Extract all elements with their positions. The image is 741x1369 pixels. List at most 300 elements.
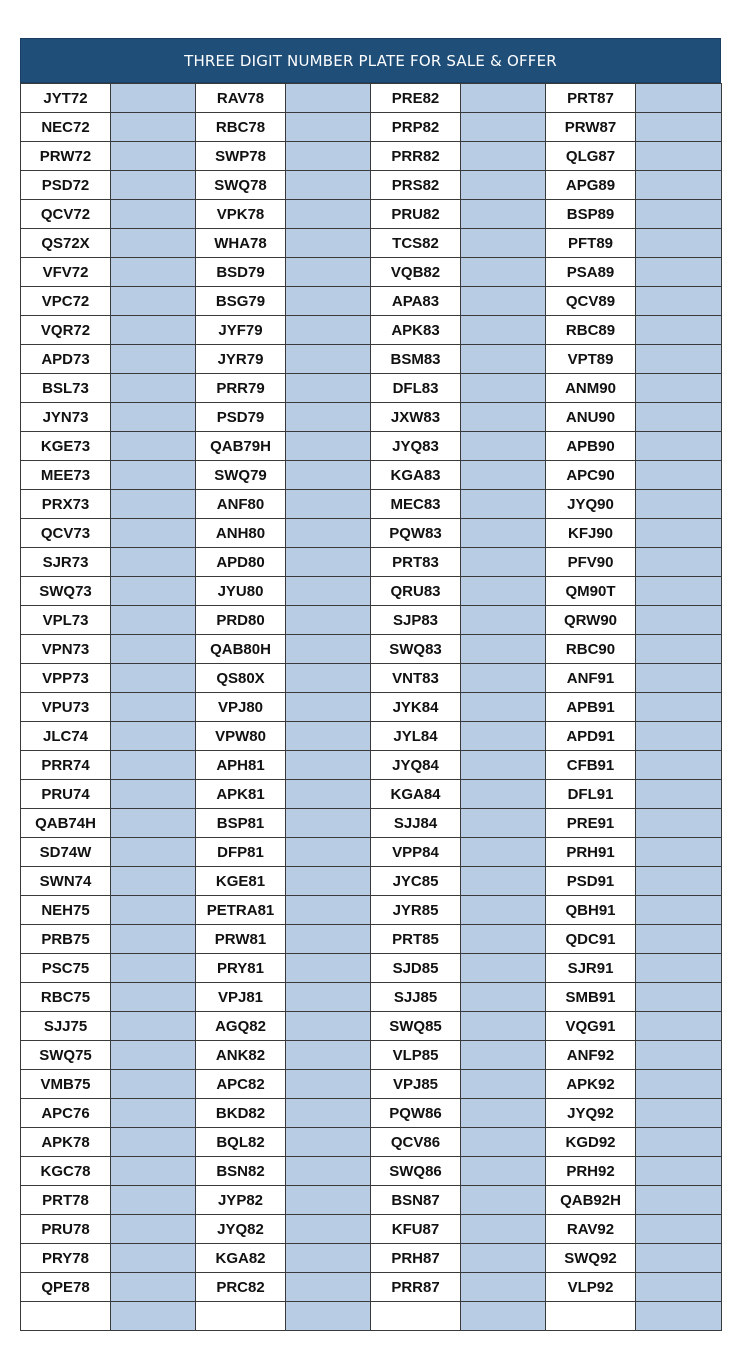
offer-cell[interactable]: [111, 229, 196, 258]
offer-cell[interactable]: [461, 374, 546, 403]
offer-cell[interactable]: [286, 374, 371, 403]
offer-cell[interactable]: [111, 1012, 196, 1041]
plate-cell: PRX73: [21, 490, 111, 519]
offer-cell[interactable]: [111, 432, 196, 461]
offer-cell[interactable]: [461, 896, 546, 925]
plate-cell: VQB82: [371, 258, 461, 287]
offer-cell[interactable]: [461, 1128, 546, 1157]
plate-cell: BSG79: [196, 287, 286, 316]
offer-cell[interactable]: [286, 1157, 371, 1186]
offer-cell[interactable]: [461, 983, 546, 1012]
offer-cell[interactable]: [461, 606, 546, 635]
offer-cell[interactable]: [461, 345, 546, 374]
plate-cell: JYQ92: [546, 1099, 636, 1128]
table-row: [21, 345, 722, 374]
offer-cell[interactable]: [636, 1244, 722, 1273]
table-row: [21, 1186, 722, 1215]
plate-cell: KGA84: [371, 780, 461, 809]
plate-cell: APB90: [546, 432, 636, 461]
plate-cell: PRU82: [371, 200, 461, 229]
plate-cell: PSD72: [21, 171, 111, 200]
number-plate-sheet: [20, 38, 721, 1331]
offer-cell[interactable]: [461, 838, 546, 867]
offer-cell[interactable]: [461, 751, 546, 780]
offer-cell[interactable]: [461, 403, 546, 432]
offer-cell[interactable]: [286, 345, 371, 374]
plate-cell: JYL84: [371, 722, 461, 751]
offer-cell[interactable]: [286, 171, 371, 200]
offer-cell[interactable]: [461, 461, 546, 490]
offer-cell[interactable]: [636, 374, 722, 403]
table-row: [21, 983, 722, 1012]
offer-cell[interactable]: [286, 1012, 371, 1041]
plate-cell: JYN73: [21, 403, 111, 432]
plate-cell: APB91: [546, 693, 636, 722]
offer-cell[interactable]: [636, 432, 722, 461]
offer-cell[interactable]: [461, 1186, 546, 1215]
plate-cell: BSN82: [196, 1157, 286, 1186]
plate-cell: QCV86: [371, 1128, 461, 1157]
plate-cell: PRT83: [371, 548, 461, 577]
offer-cell[interactable]: [461, 519, 546, 548]
offer-cell[interactable]: [636, 780, 722, 809]
plate-cell: QAB80H: [196, 635, 286, 664]
plate-cell: SWQ85: [371, 1012, 461, 1041]
offer-cell[interactable]: [636, 461, 722, 490]
offer-cell[interactable]: [286, 577, 371, 606]
offer-cell[interactable]: [636, 1099, 722, 1128]
offer-cell[interactable]: [636, 1070, 722, 1099]
plate-cell: PRB75: [21, 925, 111, 954]
offer-cell[interactable]: [111, 1302, 196, 1331]
offer-cell[interactable]: [111, 954, 196, 983]
plate-cell: KGC78: [21, 1157, 111, 1186]
offer-cell[interactable]: [636, 548, 722, 577]
offer-cell[interactable]: [636, 1128, 722, 1157]
plate-cell: KGA83: [371, 461, 461, 490]
offer-cell[interactable]: [636, 200, 722, 229]
offer-cell[interactable]: [461, 1273, 546, 1302]
offer-cell[interactable]: [461, 925, 546, 954]
plate-cell: KGE81: [196, 867, 286, 896]
plate-cell: VPU73: [21, 693, 111, 722]
plate-cell: QS80X: [196, 664, 286, 693]
offer-cell[interactable]: [636, 113, 722, 142]
offer-cell[interactable]: [286, 983, 371, 1012]
offer-cell[interactable]: [286, 780, 371, 809]
plate-cell: QM90T: [546, 577, 636, 606]
offer-cell[interactable]: [286, 1128, 371, 1157]
offer-cell[interactable]: [461, 780, 546, 809]
plate-cell: KFU87: [371, 1215, 461, 1244]
offer-cell[interactable]: [111, 113, 196, 142]
plate-cell: PRW87: [546, 113, 636, 142]
plate-cell: RBC78: [196, 113, 286, 142]
plate-cell: KGE73: [21, 432, 111, 461]
offer-cell[interactable]: [636, 983, 722, 1012]
plate-cell: VPT89: [546, 345, 636, 374]
offer-cell[interactable]: [636, 519, 722, 548]
table-row: [21, 316, 722, 345]
offer-cell[interactable]: [461, 577, 546, 606]
table-row: [21, 287, 722, 316]
plate-cell: VPJ85: [371, 1070, 461, 1099]
table-row: [21, 84, 722, 113]
offer-cell[interactable]: [111, 693, 196, 722]
plate-cell: QAB79H: [196, 432, 286, 461]
plate-cell: BSM83: [371, 345, 461, 374]
offer-cell[interactable]: [286, 1099, 371, 1128]
plate-cell: JXW83: [371, 403, 461, 432]
offer-cell[interactable]: [111, 1186, 196, 1215]
plate-cell: SWQ78: [196, 171, 286, 200]
plate-cell: ANF92: [546, 1041, 636, 1070]
offer-cell[interactable]: [286, 287, 371, 316]
offer-cell[interactable]: [636, 229, 722, 258]
plate-cell: RAV92: [546, 1215, 636, 1244]
plate-cell: VPL73: [21, 606, 111, 635]
plate-cell: PRW72: [21, 142, 111, 171]
offer-cell[interactable]: [286, 84, 371, 113]
offer-cell[interactable]: [636, 925, 722, 954]
table-row: [21, 1302, 722, 1331]
plate-cell: PRT78: [21, 1186, 111, 1215]
plate-cell: APK81: [196, 780, 286, 809]
table-row: [21, 751, 722, 780]
offer-cell[interactable]: [636, 171, 722, 200]
plate-cell: QCV89: [546, 287, 636, 316]
offer-cell[interactable]: [286, 664, 371, 693]
plate-cell: ANM90: [546, 374, 636, 403]
plate-cell: APH81: [196, 751, 286, 780]
offer-cell[interactable]: [286, 896, 371, 925]
offer-cell[interactable]: [286, 403, 371, 432]
offer-cell[interactable]: [286, 722, 371, 751]
offer-cell[interactable]: [111, 838, 196, 867]
offer-cell[interactable]: [286, 461, 371, 490]
offer-cell[interactable]: [111, 664, 196, 693]
offer-cell[interactable]: [111, 1157, 196, 1186]
plate-cell: SJR91: [546, 954, 636, 983]
offer-cell[interactable]: [636, 693, 722, 722]
plate-cell: PRR79: [196, 374, 286, 403]
plate-cell: SWN74: [21, 867, 111, 896]
offer-cell[interactable]: [461, 635, 546, 664]
plate-cell: APD73: [21, 345, 111, 374]
offer-cell[interactable]: [461, 1099, 546, 1128]
plates-table: [20, 83, 722, 1331]
offer-cell[interactable]: [461, 664, 546, 693]
offer-cell[interactable]: [286, 519, 371, 548]
offer-cell[interactable]: [111, 1215, 196, 1244]
table-row: [21, 896, 722, 925]
table-row: [21, 838, 722, 867]
offer-cell[interactable]: [111, 316, 196, 345]
offer-cell[interactable]: [636, 664, 722, 693]
offer-cell[interactable]: [111, 751, 196, 780]
plate-cell: APG89: [546, 171, 636, 200]
offer-cell[interactable]: [286, 954, 371, 983]
plate-cell: PRU74: [21, 780, 111, 809]
offer-cell[interactable]: [111, 461, 196, 490]
plate-cell: BSP89: [546, 200, 636, 229]
offer-cell[interactable]: [286, 606, 371, 635]
plate-cell: VPJ80: [196, 693, 286, 722]
offer-cell[interactable]: [286, 432, 371, 461]
plate-cell: AGQ82: [196, 1012, 286, 1041]
offer-cell[interactable]: [111, 1273, 196, 1302]
offer-cell[interactable]: [286, 1070, 371, 1099]
plate-cell: JYU80: [196, 577, 286, 606]
offer-cell[interactable]: [461, 1041, 546, 1070]
offer-cell[interactable]: [286, 1186, 371, 1215]
offer-cell[interactable]: [286, 1302, 371, 1331]
plate-cell: JYR79: [196, 345, 286, 374]
plate-cell: APK92: [546, 1070, 636, 1099]
offer-cell[interactable]: [461, 693, 546, 722]
offer-cell[interactable]: [636, 316, 722, 345]
offer-cell[interactable]: [111, 142, 196, 171]
plate-cell: SWQ92: [546, 1244, 636, 1273]
offer-cell[interactable]: [111, 780, 196, 809]
offer-cell[interactable]: [111, 983, 196, 1012]
plate-cell: APC82: [196, 1070, 286, 1099]
offer-cell[interactable]: [461, 548, 546, 577]
offer-cell[interactable]: [636, 1186, 722, 1215]
offer-cell[interactable]: [286, 113, 371, 142]
offer-cell[interactable]: [461, 142, 546, 171]
offer-cell[interactable]: [636, 142, 722, 171]
offer-cell[interactable]: [461, 200, 546, 229]
plate-cell: QLG87: [546, 142, 636, 171]
offer-cell[interactable]: [461, 171, 546, 200]
offer-cell[interactable]: [111, 722, 196, 751]
offer-cell[interactable]: [461, 113, 546, 142]
plate-cell: [546, 1302, 636, 1331]
offer-cell[interactable]: [636, 345, 722, 374]
offer-cell[interactable]: [636, 1157, 722, 1186]
plate-cell: WHA78: [196, 229, 286, 258]
plate-cell: PSC75: [21, 954, 111, 983]
offer-cell[interactable]: [636, 490, 722, 519]
plates-body: [21, 84, 722, 1331]
plate-cell: QRU83: [371, 577, 461, 606]
plate-cell: ANK82: [196, 1041, 286, 1070]
plate-cell: PRT85: [371, 925, 461, 954]
offer-cell[interactable]: [636, 258, 722, 287]
offer-cell[interactable]: [286, 1244, 371, 1273]
plate-cell: JYP82: [196, 1186, 286, 1215]
offer-cell[interactable]: [111, 519, 196, 548]
offer-cell[interactable]: [286, 200, 371, 229]
table-row: [21, 258, 722, 287]
offer-cell[interactable]: [286, 925, 371, 954]
offer-cell[interactable]: [636, 403, 722, 432]
offer-cell[interactable]: [286, 316, 371, 345]
offer-cell[interactable]: [286, 548, 371, 577]
offer-cell[interactable]: [286, 1215, 371, 1244]
plate-cell: PRR82: [371, 142, 461, 171]
plate-cell: PRD80: [196, 606, 286, 635]
offer-cell[interactable]: [111, 200, 196, 229]
offer-cell[interactable]: [636, 809, 722, 838]
plate-cell: KGD92: [546, 1128, 636, 1157]
offer-cell[interactable]: [636, 577, 722, 606]
table-row: [21, 1273, 722, 1302]
offer-cell[interactable]: [636, 954, 722, 983]
offer-cell[interactable]: [461, 809, 546, 838]
plate-cell: JYQ84: [371, 751, 461, 780]
offer-cell[interactable]: [636, 1273, 722, 1302]
offer-cell[interactable]: [111, 1099, 196, 1128]
offer-cell[interactable]: [111, 403, 196, 432]
plate-cell: VPJ81: [196, 983, 286, 1012]
offer-cell[interactable]: [286, 867, 371, 896]
offer-cell[interactable]: [636, 1041, 722, 1070]
offer-cell[interactable]: [286, 693, 371, 722]
plate-cell: MEE73: [21, 461, 111, 490]
plate-cell: JYF79: [196, 316, 286, 345]
offer-cell[interactable]: [111, 345, 196, 374]
offer-cell[interactable]: [461, 258, 546, 287]
offer-cell[interactable]: [111, 258, 196, 287]
offer-cell[interactable]: [111, 171, 196, 200]
offer-cell[interactable]: [636, 287, 722, 316]
table-row: [21, 171, 722, 200]
offer-cell[interactable]: [286, 490, 371, 519]
plate-cell: SJJ85: [371, 983, 461, 1012]
offer-cell[interactable]: [636, 867, 722, 896]
offer-cell[interactable]: [636, 84, 722, 113]
offer-cell[interactable]: [286, 751, 371, 780]
offer-cell[interactable]: [286, 229, 371, 258]
offer-cell[interactable]: [461, 1157, 546, 1186]
offer-cell[interactable]: [111, 867, 196, 896]
plate-cell: RBC90: [546, 635, 636, 664]
table-row: [21, 1070, 722, 1099]
plate-cell: ANH80: [196, 519, 286, 548]
plate-cell: VPP84: [371, 838, 461, 867]
offer-cell[interactable]: [111, 287, 196, 316]
table-row: [21, 142, 722, 171]
offer-cell[interactable]: [461, 316, 546, 345]
plate-cell: JLC74: [21, 722, 111, 751]
offer-cell[interactable]: [636, 635, 722, 664]
offer-cell[interactable]: [636, 896, 722, 925]
sheet-title: THREE DIGIT NUMBER PLATE FOR SALE & OFFER: [20, 38, 721, 83]
plate-cell: ANF91: [546, 664, 636, 693]
plate-cell: APC90: [546, 461, 636, 490]
offer-cell[interactable]: [111, 1128, 196, 1157]
table-row: [21, 809, 722, 838]
offer-cell[interactable]: [461, 954, 546, 983]
plate-cell: QBH91: [546, 896, 636, 925]
plate-cell: APK78: [21, 1128, 111, 1157]
table-row: [21, 519, 722, 548]
offer-cell[interactable]: [461, 867, 546, 896]
plate-cell: ANU90: [546, 403, 636, 432]
offer-cell[interactable]: [461, 490, 546, 519]
offer-cell[interactable]: [111, 1041, 196, 1070]
offer-cell[interactable]: [111, 896, 196, 925]
plate-cell: QAB74H: [21, 809, 111, 838]
plate-cell: PSA89: [546, 258, 636, 287]
offer-cell[interactable]: [286, 809, 371, 838]
plate-cell: ANF80: [196, 490, 286, 519]
offer-cell[interactable]: [636, 722, 722, 751]
plate-cell: APA83: [371, 287, 461, 316]
offer-cell[interactable]: [111, 490, 196, 519]
plate-cell: PRW81: [196, 925, 286, 954]
plate-cell: PRT87: [546, 84, 636, 113]
plate-cell: SJR73: [21, 548, 111, 577]
plate-cell: PRY78: [21, 1244, 111, 1273]
offer-cell[interactable]: [111, 374, 196, 403]
offer-cell[interactable]: [636, 1302, 722, 1331]
offer-cell[interactable]: [111, 84, 196, 113]
offer-cell[interactable]: [111, 606, 196, 635]
plate-cell: SWQ86: [371, 1157, 461, 1186]
offer-cell[interactable]: [636, 838, 722, 867]
offer-cell[interactable]: [286, 258, 371, 287]
offer-cell[interactable]: [111, 925, 196, 954]
offer-cell[interactable]: [461, 1215, 546, 1244]
offer-cell[interactable]: [286, 1273, 371, 1302]
table-row: [21, 693, 722, 722]
offer-cell[interactable]: [461, 84, 546, 113]
offer-cell[interactable]: [461, 1244, 546, 1273]
plate-cell: SMB91: [546, 983, 636, 1012]
offer-cell[interactable]: [636, 606, 722, 635]
offer-cell[interactable]: [111, 1070, 196, 1099]
offer-cell[interactable]: [461, 1070, 546, 1099]
plate-cell: SJD85: [371, 954, 461, 983]
offer-cell[interactable]: [461, 229, 546, 258]
offer-cell[interactable]: [111, 1244, 196, 1273]
offer-cell[interactable]: [636, 1215, 722, 1244]
plate-cell: QCV73: [21, 519, 111, 548]
plate-cell: DFL91: [546, 780, 636, 809]
table-row: [21, 954, 722, 983]
offer-cell[interactable]: [286, 635, 371, 664]
plate-cell: PSD79: [196, 403, 286, 432]
table-row: [21, 229, 722, 258]
plate-cell: BKD82: [196, 1099, 286, 1128]
plate-cell: SWQ73: [21, 577, 111, 606]
offer-cell[interactable]: [111, 635, 196, 664]
offer-cell[interactable]: [636, 751, 722, 780]
offer-cell[interactable]: [286, 838, 371, 867]
offer-cell[interactable]: [461, 1302, 546, 1331]
table-row: [21, 1128, 722, 1157]
offer-cell[interactable]: [286, 142, 371, 171]
offer-cell[interactable]: [461, 1012, 546, 1041]
plate-cell: TCS82: [371, 229, 461, 258]
offer-cell[interactable]: [111, 577, 196, 606]
plate-cell: KGA82: [196, 1244, 286, 1273]
offer-cell[interactable]: [111, 548, 196, 577]
offer-cell[interactable]: [461, 287, 546, 316]
plate-cell: SD74W: [21, 838, 111, 867]
plate-cell: VQR72: [21, 316, 111, 345]
offer-cell[interactable]: [111, 809, 196, 838]
offer-cell[interactable]: [461, 432, 546, 461]
offer-cell[interactable]: [636, 1012, 722, 1041]
offer-cell[interactable]: [286, 1041, 371, 1070]
plate-cell: PSD91: [546, 867, 636, 896]
offer-cell[interactable]: [461, 722, 546, 751]
table-row: [21, 403, 722, 432]
